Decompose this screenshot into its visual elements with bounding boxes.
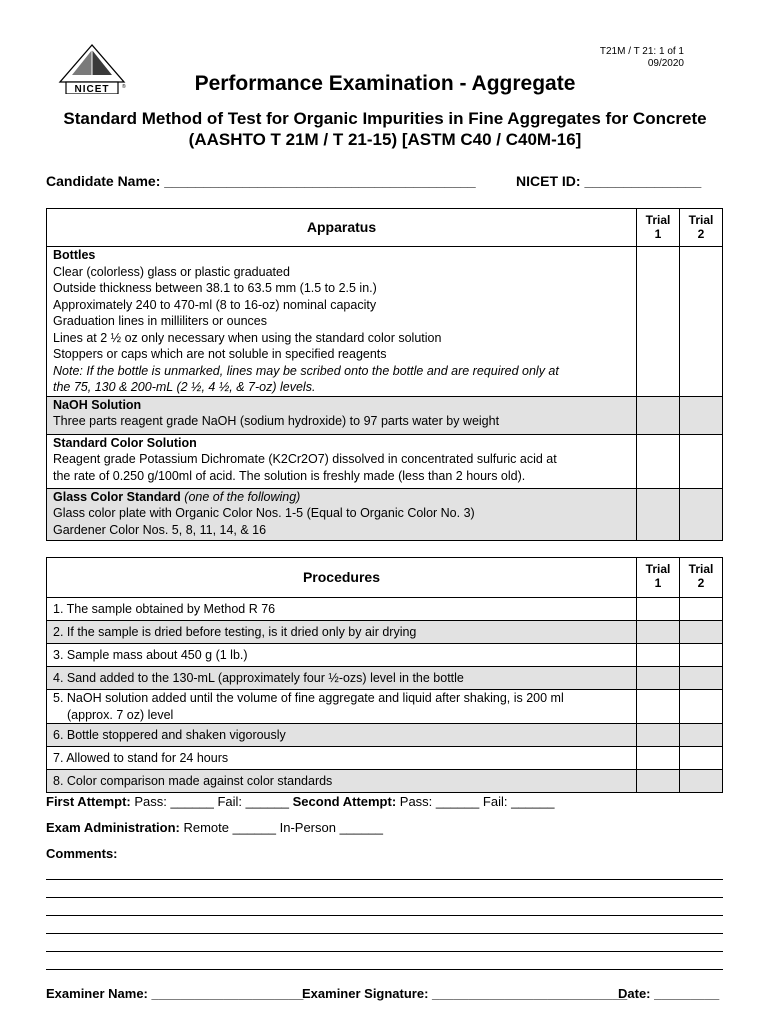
- doc-date: 09/2020: [647, 58, 684, 69]
- step5-trial2-check[interactable]: [680, 690, 723, 724]
- color-solution-cell: [47, 434, 637, 488]
- step6-trial2-check[interactable]: [680, 724, 723, 747]
- bottles-title: Bottles: [53, 248, 96, 262]
- step7-trial1-check[interactable]: [637, 747, 680, 770]
- procedure-step-5: [47, 690, 637, 724]
- apparatus-trial2-header: Trial 2: [680, 209, 723, 247]
- glass-standard-note: (one of the following): [180, 489, 301, 504]
- procedure-row: [47, 667, 723, 690]
- procedure-step-1: 1. The sample obtained by Method R 76: [47, 598, 637, 621]
- svg-text:®: ®: [122, 84, 126, 90]
- glass-standard-title: Glass Color Standard: [53, 489, 181, 504]
- exam-administration-fields[interactable]: Remote ______ In-Person ______: [179, 820, 383, 835]
- procedure-row: [47, 598, 723, 621]
- examiner-name-field[interactable]: Examiner Name: _____________________: [46, 986, 304, 1001]
- step8-trial1-check[interactable]: [637, 770, 680, 793]
- step1-trial1-check[interactable]: [637, 598, 680, 621]
- bottles-trial1-check[interactable]: [637, 247, 680, 397]
- examiner-signature-field[interactable]: Examiner Signature: ___________________________: [302, 986, 628, 1001]
- step2-trial1-check[interactable]: [637, 621, 680, 644]
- first-attempt-fields[interactable]: Pass: ______ Fail: ______: [130, 794, 293, 809]
- step3-trial1-check[interactable]: [637, 644, 680, 667]
- exam-administration[interactable]: [46, 820, 383, 835]
- exam-administration-label: Exam Administration:: [46, 820, 180, 835]
- apparatus-row-color-solution: [47, 434, 723, 488]
- nicet-id-field[interactable]: NICET ID: _______________: [516, 173, 702, 189]
- second-attempt-label: Second Attempt:: [292, 794, 397, 809]
- comment-line[interactable]: [46, 934, 723, 952]
- glass-standard-trial2-check[interactable]: [680, 488, 723, 540]
- doc-code: T21M / T 21: 1 of 1: [599, 46, 684, 57]
- apparatus-header-row: [47, 209, 723, 247]
- procedures-header-row: [47, 558, 723, 598]
- procedure-step-5-line: (approx. 7 oz) level: [67, 707, 174, 722]
- subtitle-line-1: Standard Method of Test for Organic Impurities in Fine Aggregates for Concrete: [63, 109, 707, 128]
- procedure-step-2: 2. If the sample is dried before testing, is it dried only by air drying: [47, 621, 637, 644]
- apparatus-row-naoh: [47, 396, 723, 434]
- procedure-row: [47, 644, 723, 667]
- bottles-line: Lines at 2 ½ oz only necessary when using the standard color solution: [53, 330, 442, 345]
- second-attempt-fields[interactable]: Pass: ______ Fail: ______: [396, 794, 555, 809]
- bottles-line: Approximately 240 to 470-ml (8 to 16-oz) nominal capacity: [53, 297, 377, 312]
- procedures-table: [46, 557, 723, 793]
- comments-area[interactable]: [46, 862, 723, 970]
- page-title: Performance Examination - Aggregate: [194, 72, 576, 95]
- procedure-row: [47, 724, 723, 747]
- comment-line[interactable]: [46, 916, 723, 934]
- procedure-row: [47, 621, 723, 644]
- procedure-row: [47, 747, 723, 770]
- step2-trial2-check[interactable]: [680, 621, 723, 644]
- apparatus-row-bottles: [47, 247, 723, 397]
- first-attempt-label: First Attempt:: [46, 794, 131, 809]
- procedure-step-5-line: 5. NaOH solution added until the volume of fine aggregate and liquid after shaking, is 200 ml: [53, 691, 564, 705]
- bottles-line: Stoppers or caps which are not soluble in specified reagents: [53, 347, 387, 361]
- naoh-trial2-check[interactable]: [680, 396, 723, 434]
- apparatus-row-glass-standard: [47, 488, 723, 540]
- procedure-row: [47, 690, 723, 724]
- color-solution-trial1-check[interactable]: [637, 434, 680, 488]
- apparatus-trial1-header: Trial 1: [637, 209, 680, 247]
- step7-trial2-check[interactable]: [680, 747, 723, 770]
- bottles-trial2-check[interactable]: [680, 247, 723, 397]
- bottles-line: Outside thickness between 38.1 to 63.5 mm (1.5 to 2.5 in.): [53, 281, 377, 295]
- procedures-trial2-header: Trial 2: [680, 558, 723, 598]
- bottles-line: Graduation lines in milliliters or ounces: [53, 314, 267, 328]
- step6-trial1-check[interactable]: [637, 724, 680, 747]
- glass-standard-trial1-check[interactable]: [637, 488, 680, 540]
- step4-trial2-check[interactable]: [680, 667, 723, 690]
- apparatus-table: [46, 208, 723, 541]
- bottles-note: Note: If the bottle is unmarked, lines may be scribed onto the bottle and are required only at: [53, 363, 559, 378]
- step1-trial2-check[interactable]: [680, 598, 723, 621]
- procedure-step-8: 8. Color comparison made against color standards: [47, 770, 637, 793]
- bottles-line: Clear (colorless) glass or plastic graduated: [53, 264, 290, 279]
- procedure-step-6: 6. Bottle stoppered and shaken vigorously: [47, 724, 637, 747]
- procedure-step-3: 3. Sample mass about 450 g (1 lb.): [47, 644, 637, 667]
- svg-text:NICET: NICET: [74, 84, 110, 94]
- comment-line[interactable]: [46, 952, 723, 970]
- color-solution-line: Reagent grade Potassium Dichromate (K2Cr2O7) dissolved in concentrated sulfuric acid at: [53, 452, 557, 466]
- step4-trial1-check[interactable]: [637, 667, 680, 690]
- document-reference: [600, 46, 684, 70]
- comments-label: Comments:: [46, 846, 118, 861]
- color-solution-line: the rate of 0.250 g/100ml of acid. The solution is freshly made (less than 2 hours old).: [53, 468, 526, 483]
- naoh-text: Three parts reagent grade NaOH (sodium hydroxide) to 97 parts water by weight: [53, 414, 500, 428]
- step8-trial2-check[interactable]: [680, 770, 723, 793]
- comment-line[interactable]: [46, 880, 723, 898]
- subtitle-line-2: (AASHTO T 21M / T 21-15) [ASTM C40 / C40M-16]: [188, 130, 582, 149]
- color-solution-trial2-check[interactable]: [680, 434, 723, 488]
- procedure-step-7: 7. Allowed to stand for 24 hours: [47, 747, 637, 770]
- comment-line[interactable]: [46, 898, 723, 916]
- candidate-name-field[interactable]: Candidate Name: ________________________________________: [46, 173, 476, 189]
- bottles-note: the 75, 130 & 200-mL (2 ½, 4 ½, & 7-oz) levels.: [53, 380, 316, 394]
- naoh-cell: [47, 396, 637, 434]
- procedures-header: Procedures: [47, 558, 637, 598]
- color-solution-title: Standard Color Solution: [53, 435, 197, 450]
- glass-standard-line: Gardener Color Nos. 5, 8, 11, 14, & 16: [53, 522, 267, 537]
- attempt-results[interactable]: [46, 794, 554, 809]
- naoh-title: NaOH Solution: [53, 397, 142, 412]
- glass-standard-line: Glass color plate with Organic Color Nos. 1-5 (Equal to Organic Color No. 3): [53, 506, 475, 520]
- comment-line[interactable]: [46, 862, 723, 880]
- procedure-step-4: 4. Sand added to the 130-mL (approximately four ½-ozs) level in the bottle: [47, 667, 637, 690]
- page-subtitle: [30, 108, 740, 150]
- procedures-trial1-header: Trial 1: [637, 558, 680, 598]
- glass-standard-cell: [47, 488, 637, 540]
- date-field[interactable]: Date: _________: [618, 986, 720, 1001]
- apparatus-header: Apparatus: [47, 209, 637, 247]
- step3-trial2-check[interactable]: [680, 644, 723, 667]
- procedure-row: [47, 770, 723, 793]
- bottles-cell: [47, 247, 637, 397]
- naoh-trial1-check[interactable]: [637, 396, 680, 434]
- step5-trial1-check[interactable]: [637, 690, 680, 724]
